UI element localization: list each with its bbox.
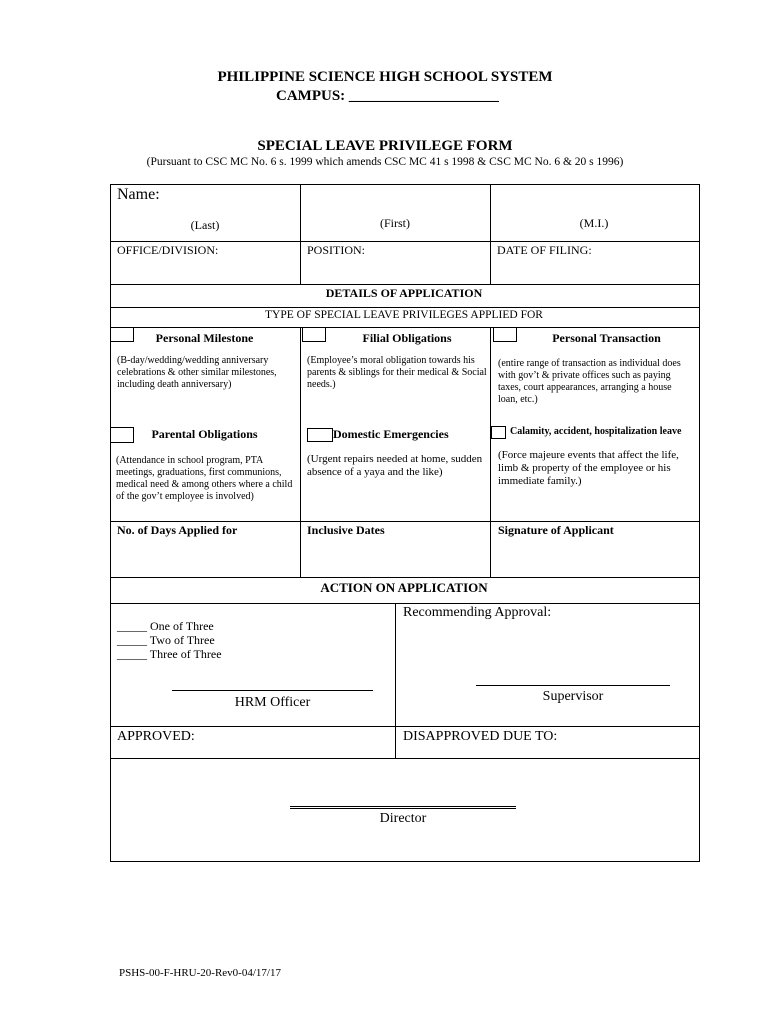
calamity-leave-desc: (Force majeure events that affect the life, limb & property of the employee or his immediate family.) [498, 449, 679, 487]
personal-milestone-checkbox[interactable] [110, 327, 134, 342]
name-label: Name: [117, 186, 160, 203]
office-division-field[interactable]: OFFICE/DIVISION: [117, 243, 219, 257]
position-field[interactable]: POSITION: [307, 243, 366, 257]
director-signature-line[interactable] [290, 806, 516, 807]
personal-milestone-desc: (B-day/wedding/wedding anniversary celebrations & other similar milestones, including death anniversary) [117, 355, 277, 390]
filial-obligations-title: Filial Obligations [362, 331, 452, 345]
last-name-field[interactable]: (Last) [190, 218, 220, 232]
option-one-of-three[interactable]: _____ One of Three [117, 619, 214, 633]
supervisor-signature-line[interactable] [476, 685, 670, 686]
domestic-emergencies-desc: (Urgent repairs needed at home, sudden absence of a yaya and the like) [307, 453, 483, 478]
option-two-of-three[interactable]: _____ Two of Three [117, 633, 215, 647]
calamity-leave-title: Calamity, accident, hospitalization leave [510, 426, 682, 437]
domestic-emergencies-title: Domestic Emergencies [333, 427, 449, 441]
personal-transaction-title: Personal Transaction [552, 331, 661, 345]
days-applied-field[interactable]: No. of Days Applied for [117, 523, 238, 537]
date-of-filing-field[interactable]: DATE OF FILING: [497, 243, 592, 257]
form-code: PSHS-00-F-HRU-20-Rev0-04/17/17 [119, 967, 281, 979]
form-title: SPECIAL LEAVE PRIVILEGE FORM [257, 138, 513, 154]
calamity-leave-checkbox[interactable] [491, 426, 506, 439]
approved-field[interactable]: APPROVED: [117, 729, 195, 744]
hrm-officer-label: HRM Officer [234, 695, 311, 710]
parental-obligations-checkbox[interactable] [110, 427, 134, 443]
personal-milestone-title: Personal Milestone [155, 331, 254, 345]
campus-field[interactable]: CAMPUS: ____________________ [276, 88, 499, 104]
filial-obligations-checkbox[interactable] [302, 327, 326, 342]
parental-obligations-desc: (Attendance in school program, PTA meetings, graduations, first communions, medical need & among others where a child of the gov’t employee is involved) [116, 455, 293, 502]
type-title: TYPE OF SPECIAL LEAVE PRIVILEGES APPLIED FOR [265, 309, 543, 321]
parental-obligations-title: Parental Obligations [151, 427, 258, 441]
hrm-signature-line[interactable] [172, 690, 373, 691]
filial-obligations-desc: (Employee’s moral obligation towards his parents & siblings for their medical & Social needs.) [307, 355, 487, 390]
personal-transaction-desc: (entire range of transaction as individual does with gov’t & private offices such as paying taxes, court appearances, arranging a house loan, etc.) [498, 358, 681, 405]
director-label: Director [379, 811, 427, 826]
recommending-approval-label: Recommending Approval: [403, 605, 552, 620]
option-three-of-three[interactable]: _____ Three of Three [117, 647, 222, 661]
details-title: DETAILS OF APPLICATION [325, 286, 483, 300]
supervisor-label: Supervisor [542, 689, 604, 704]
action-title: ACTION ON APPLICATION [320, 580, 488, 595]
first-name-field[interactable]: (First) [380, 216, 410, 230]
applicant-signature-field[interactable]: Signature of Applicant [498, 523, 614, 537]
personal-transaction-checkbox[interactable] [493, 327, 517, 342]
disapproved-field[interactable]: DISAPPROVED DUE TO: [403, 729, 558, 744]
pursuant-note: (Pursuant to CSC MC No. 6 s. 1999 which amends CSC MC 41 s 1998 & CSC MC No. 6 & 20 s 1996) [146, 156, 624, 168]
domestic-emergencies-checkbox[interactable] [307, 428, 333, 442]
middle-initial-field[interactable]: (M.I.) [579, 216, 609, 230]
school-system-title: PHILIPPINE SCIENCE HIGH SCHOOL SYSTEM [217, 69, 553, 85]
inclusive-dates-field[interactable]: Inclusive Dates [307, 523, 385, 537]
